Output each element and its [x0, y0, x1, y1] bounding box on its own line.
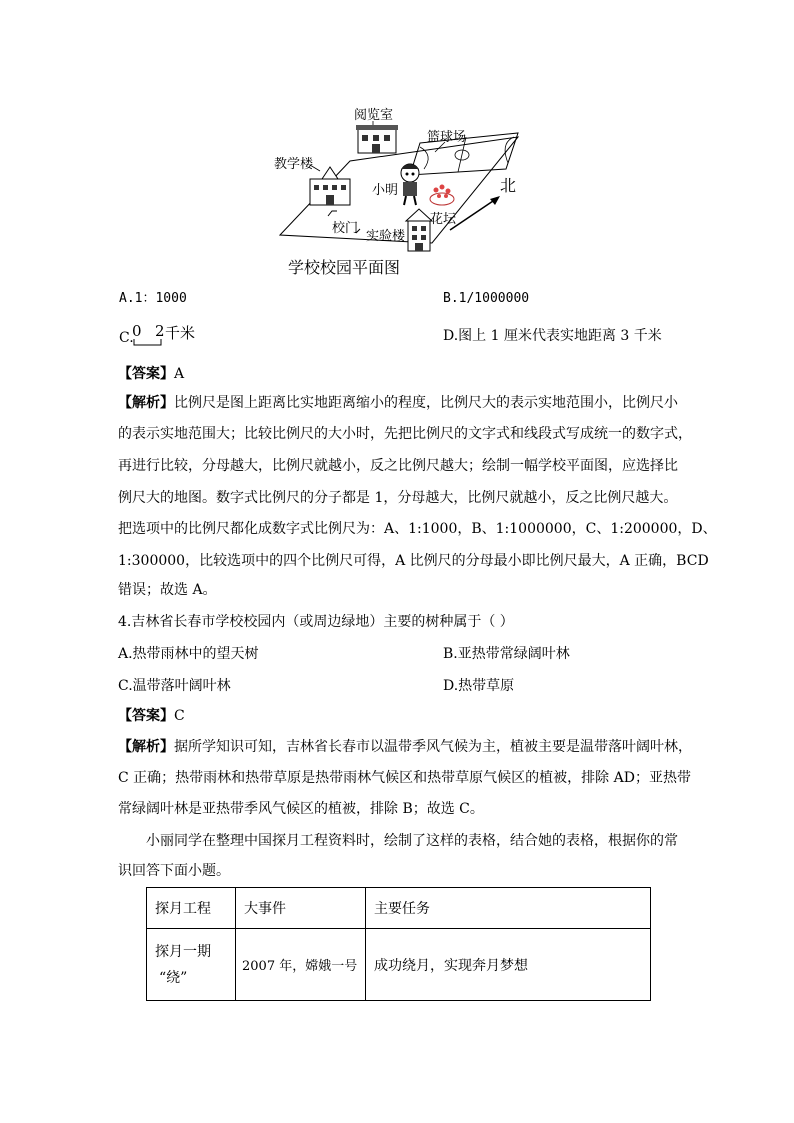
q4-analysis-line-2: 常绿阔叶林是亚热带季风气候区的植被，排除 B；故选 C。 [118, 801, 484, 817]
table-row [147, 929, 651, 1001]
q4-analysis-line-1: C 正确；热带雨林和热带草原是热带雨林气候区和热带草原气候区的植被，排除 AD；亚热带 [118, 770, 691, 786]
table-cell-phase [147, 929, 236, 1001]
q4-option-b: B.亚热带常绿阔叶林 [443, 646, 570, 662]
campus-map-figure [270, 95, 560, 280]
q3-option-c [119, 322, 209, 348]
q4-answer [118, 706, 185, 726]
q4-analysis-line-0 [118, 737, 692, 757]
table-header-row [147, 888, 651, 929]
q3-option-a: A.1：1000 [119, 291, 187, 306]
teaching-building [310, 167, 350, 205]
q3-analysis-line-4: 把选项中的比例尺都化成数字式比例尺为：A、1:1000，B、1:1000000，C、1:200000，D、 [118, 521, 717, 537]
lunar-program-table [146, 887, 651, 1001]
answer-value: A [174, 366, 185, 382]
label-lab-building: 实验楼 [366, 229, 406, 244]
xiaoming-figure [401, 164, 419, 205]
campus-map-drawing [270, 95, 560, 280]
table-header-cell: 主要任务 [366, 888, 651, 929]
q3-option-b: B.1/1000000 [443, 291, 530, 306]
label-north: 北 [500, 176, 517, 195]
q3-analysis-line-1: 的表示实地范围大；比较比例尺的大小时，先把比例尺的文字式和线段式写成统一的数字式， [118, 426, 692, 442]
table-cell-task: 成功绕月，实现奔月梦想 [366, 929, 651, 1001]
table-header-cell: 探月工程 [147, 888, 236, 929]
label-reading-room: 阅览室 [354, 108, 394, 123]
phase-name: 探月一期 [155, 943, 211, 960]
scale-bar-unit: 千米 [165, 324, 196, 342]
analysis-label: 【解析】 [118, 395, 174, 411]
q4-stem: 4.吉林省长春市学校校园内（或周边绿地）主要的树种属于（ ） [118, 614, 514, 630]
label-school-gate: 校门 [332, 221, 359, 236]
q4-option-d: D.热带草原 [443, 678, 515, 694]
intro-line-1: 识回答下面小题。 [118, 863, 230, 879]
q3-analysis-line-5: 1:300000，比较选项中的四个比例尺可得，A 比例尺的分母最小即比例尺最大，A 正确，BCD [118, 553, 709, 569]
analysis-label: 【解析】 [118, 739, 174, 755]
answer-label: 【答案】 [118, 366, 174, 382]
label-teaching-building: 教学楼 [274, 157, 314, 172]
scale-bar-line [133, 339, 163, 347]
q3-analysis-line-3: 例尺大的地图。数字式比例尺的分子都是 1，分母越大，比例尺就越小，反之比例尺越大。 [118, 490, 678, 506]
intro-line-0: 小丽同学在整理中国探月工程资料时，绘制了这样的表格，结合她的表格，根据你的常 [146, 833, 678, 849]
figure-caption: 学校校园平面图 [288, 258, 401, 277]
label-basketball-court: 篮球场 [427, 130, 467, 145]
table-cell-event: 2007 年，嫦娥一号 [236, 929, 366, 1001]
north-arrow-head [490, 196, 500, 205]
flower-bed-shape [430, 185, 454, 206]
lab-building [406, 209, 432, 251]
answer-value: C [174, 708, 185, 724]
reading-room-building [356, 125, 398, 153]
q3-analysis-line-6: 错误；故选 A。 [118, 582, 217, 598]
scale-bar-two: 2 [155, 322, 165, 340]
q3-option-c-prefix: C. [119, 330, 134, 346]
scale-bar-zero: 0 [132, 322, 142, 340]
table-header-cell: 大事件 [236, 888, 366, 929]
q3-option-d: D.图上 1 厘米代表实地距离 3 千米 [443, 328, 662, 344]
north-arrow-line [450, 199, 496, 230]
answer-label: 【答案】 [118, 708, 174, 724]
phase-keyword: “绕” [159, 969, 188, 986]
q4-option-c: C.温带落叶阔叶林 [118, 678, 231, 694]
analysis-text: 据所学知识可知，吉林省长春市以温带季风气候为主，植被主要是温带落叶阔叶林， [174, 739, 692, 755]
q3-answer [118, 364, 184, 384]
label-flower-bed: 花坛 [430, 212, 457, 227]
analysis-text: 比例尺是图上距离比实地距离缩小的程度，比例尺大的表示实地范围小，比例尺小 [174, 395, 678, 411]
q3-analysis-line-0 [118, 393, 678, 413]
label-xiaoming: 小明 [372, 183, 399, 198]
q3-analysis-line-2: 再进行比较，分母越大，比例尺就越小，反之比例尺越大；绘制一幅学校平面图，应选择比 [118, 458, 678, 474]
q4-option-a: A.热带雨林中的望天树 [118, 646, 259, 662]
